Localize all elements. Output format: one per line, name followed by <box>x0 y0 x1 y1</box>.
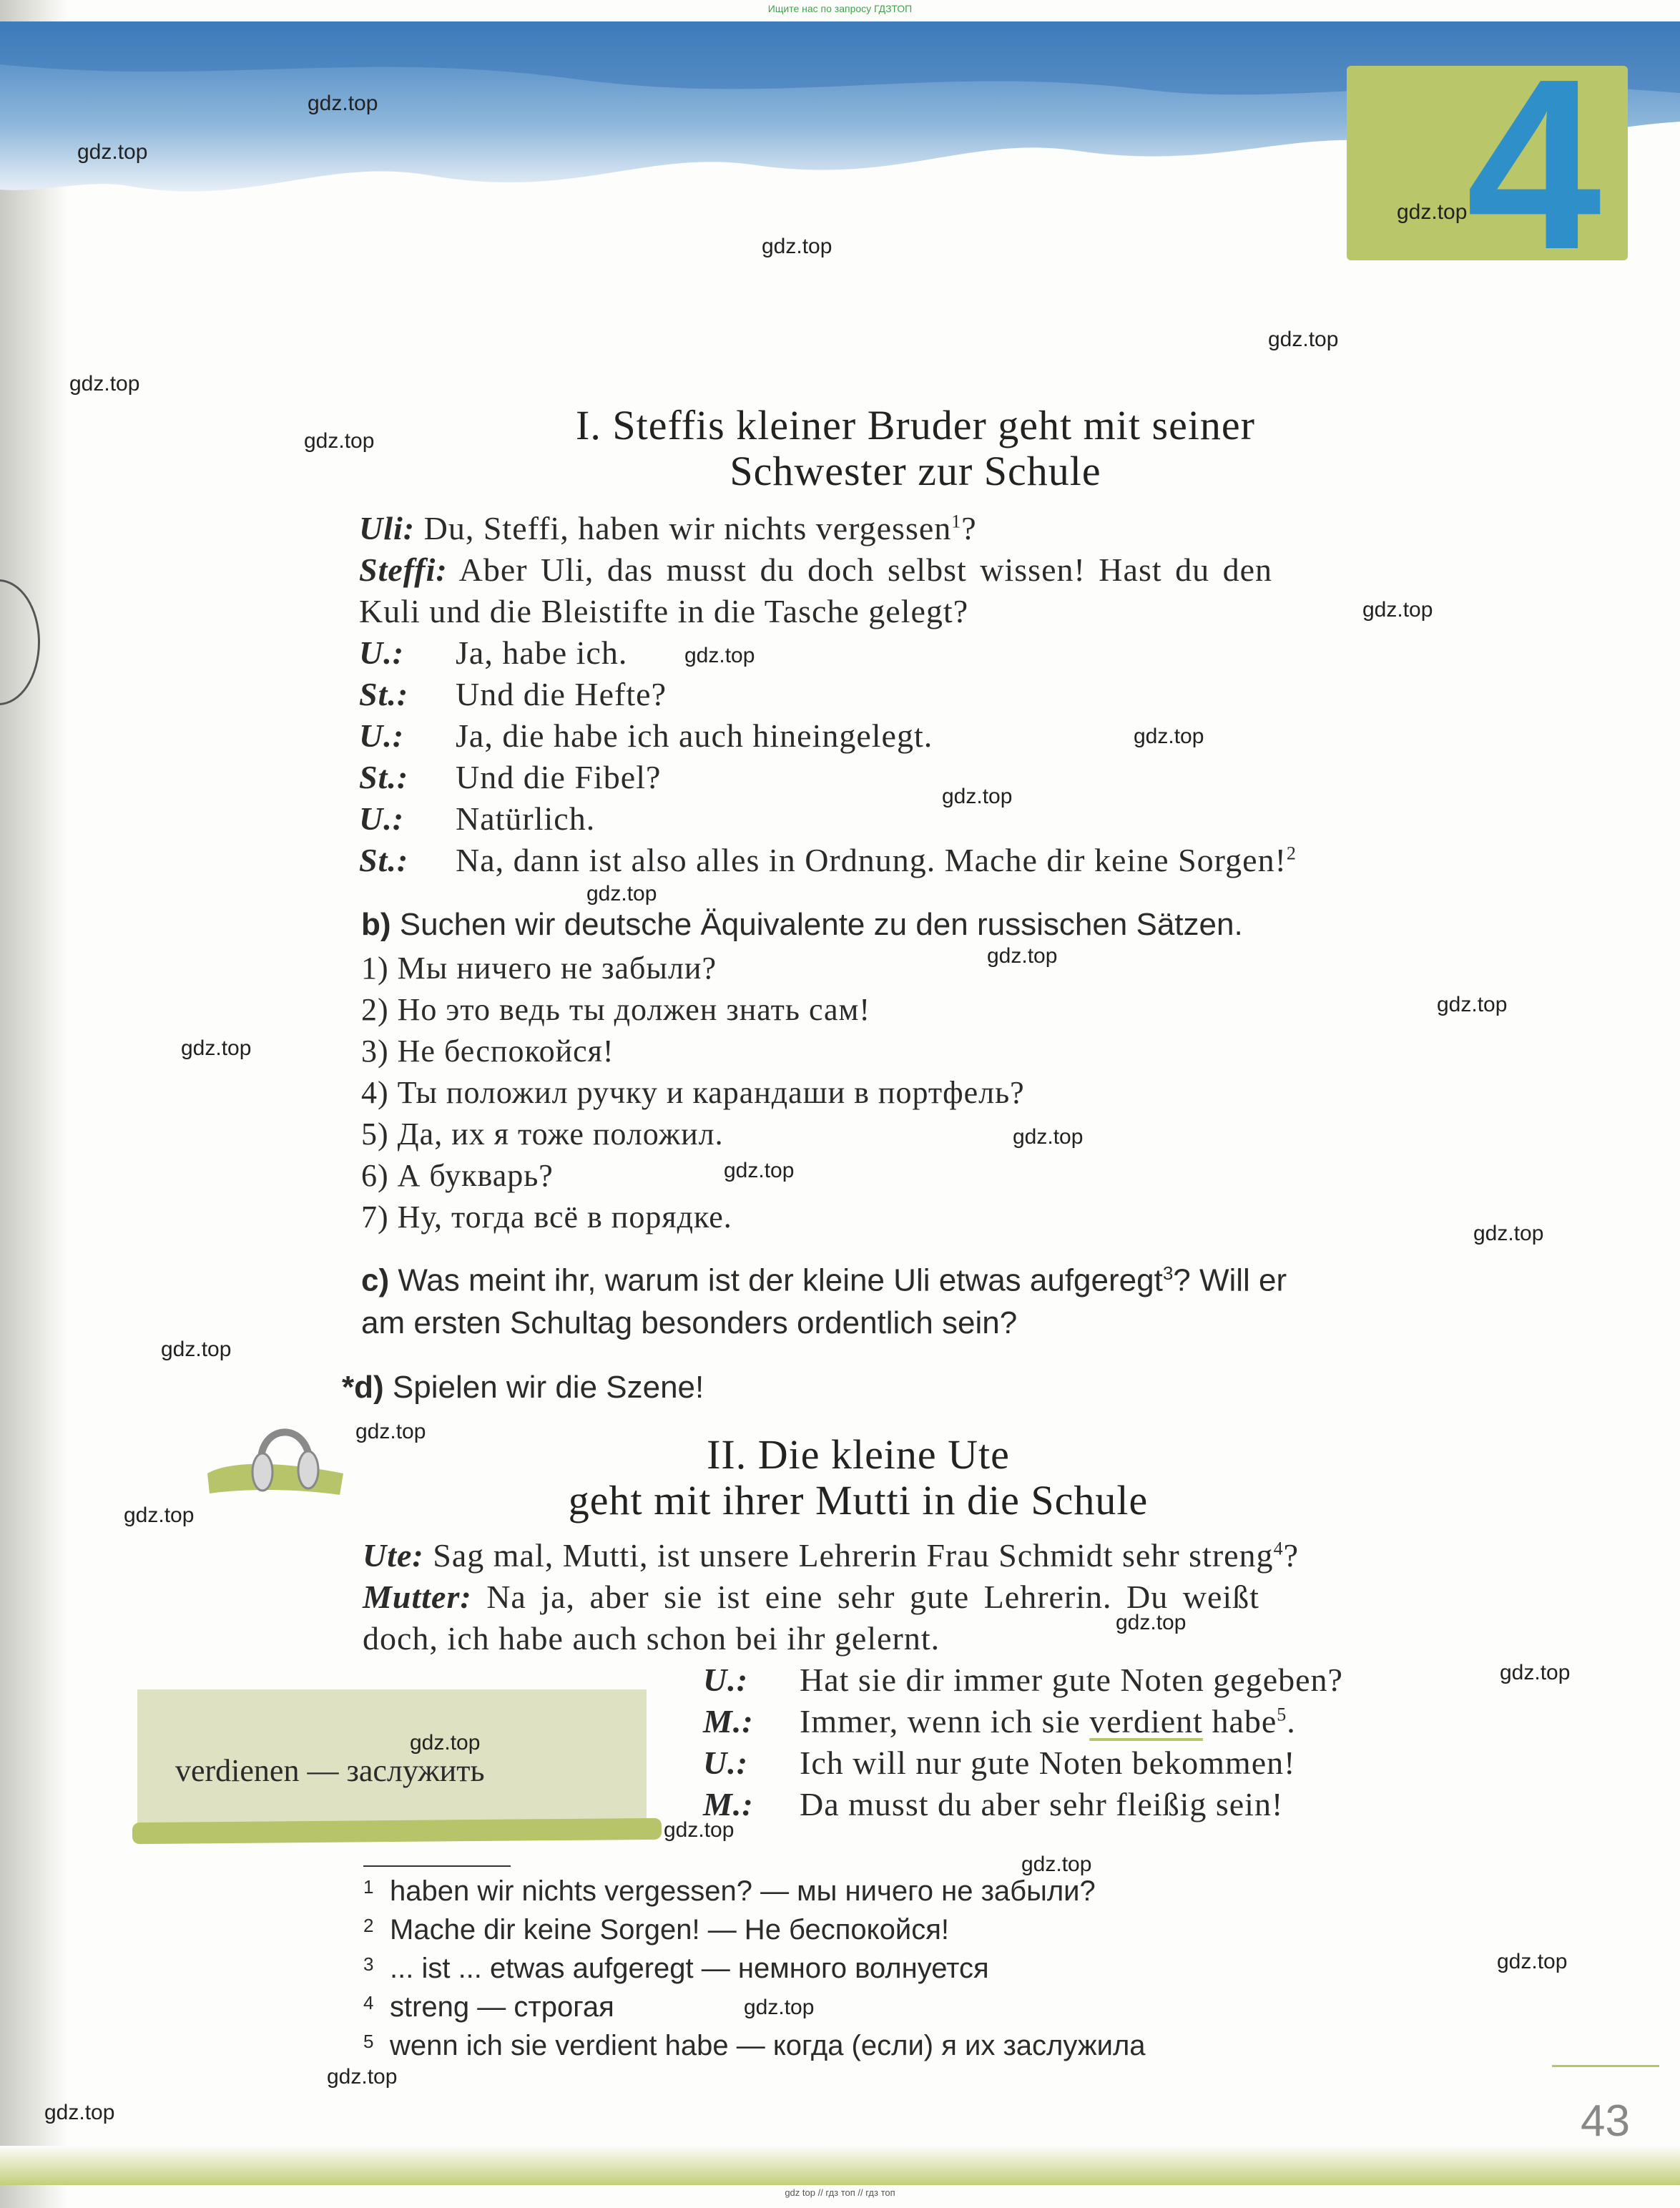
dialogue-line: doch, ich habe auch schon bei ihr gelernt. <box>363 1620 940 1657</box>
watermark: gdz.top <box>1500 1661 1571 1684</box>
speaker-label: St.: <box>359 842 409 878</box>
speaker-label: U.: <box>359 634 405 671</box>
footnote-ref: 3 <box>1162 1262 1174 1284</box>
speaker-label: St.: <box>359 676 409 712</box>
watermark: gdz.top <box>1473 1222 1544 1245</box>
task-b-item: 3) Не беспокойся! <box>361 1034 614 1069</box>
task-text: Was meint ihr, warum ist der kleine Uli etwas aufgeregt <box>398 1262 1163 1298</box>
watermark: gdz.top <box>355 1420 426 1443</box>
speaker-label: U.: <box>359 800 405 837</box>
dialogue-text: Und die Hefte? <box>456 676 667 712</box>
dialogue-text: Ja, die habe ich auch hineingelegt. <box>456 717 933 754</box>
footnote <box>363 1991 614 2023</box>
section2-title-line2: geht mit ihrer Mutti in die Schule <box>568 1477 1149 1523</box>
task-label: *d) <box>342 1370 384 1405</box>
task-b-item: 6) А букварь? <box>361 1158 554 1193</box>
watermark: gdz.top <box>724 1159 795 1182</box>
task-b-item: 7) Ну, тогда всё в порядке. <box>361 1199 732 1235</box>
watermark: gdz.top <box>664 1818 735 1842</box>
speaker-label: M.: <box>703 1703 754 1740</box>
task-c-line2: am ersten Schultag besonders ordentlich sein? <box>361 1305 1018 1340</box>
watermark: gdz.top <box>1497 1950 1568 1973</box>
footnote-ref: 5 <box>1277 1704 1287 1725</box>
speaker-label: Uli: <box>359 510 416 546</box>
footnote-text: ... ist ... etwas aufgeregt — немного волнуется <box>390 1953 989 1984</box>
dialogue-text: Sag mal, Mutti, ist unsere Lehrerin Frau Schmidt sehr streng <box>433 1537 1274 1574</box>
footnote-number: 3 <box>363 1953 374 1975</box>
dialogue-text: habe <box>1202 1703 1277 1740</box>
footnote-number: 4 <box>363 1992 374 2013</box>
task-b-item: 2) Но это ведь ты должен знать сам! <box>361 992 871 1027</box>
watermark: gdz.top <box>1134 725 1204 748</box>
dialogue-text: Na ja, aber sie ist eine sehr gute Lehrerin. Du weißt <box>486 1579 1259 1615</box>
dialogue-line <box>359 675 667 713</box>
dialogue-line <box>359 634 627 672</box>
dialogue-line <box>703 1661 1343 1699</box>
watermark: gdz.top <box>1437 993 1508 1016</box>
dialogue-line <box>359 800 595 838</box>
footnote-text: streng — строгая <box>390 1991 614 2023</box>
task-b-item: 5) Да, их я тоже положил. <box>361 1117 724 1152</box>
speaker-label: M.: <box>703 1786 754 1822</box>
task-text: Spielen wir die Szene! <box>392 1370 704 1405</box>
watermark: gdz.top <box>586 882 657 906</box>
footnote-ref: 1 <box>951 511 962 532</box>
footnote-ref: 2 <box>1286 843 1297 864</box>
dialogue-line <box>703 1702 1296 1740</box>
task-d <box>342 1370 704 1405</box>
dialogue-text: Ich will nur gute Noten bekommen! <box>800 1745 1296 1781</box>
speaker-label: Ute: <box>363 1537 424 1574</box>
footnote-number: 5 <box>363 2031 374 2052</box>
footnote-divider <box>363 1865 511 1867</box>
footnote <box>363 1875 1096 1908</box>
dialogue-line <box>703 1744 1295 1782</box>
watermark: gdz.top <box>77 140 148 164</box>
dialogue-text: Kuli und die Bleistifte in die Tasche gelegt? <box>359 593 969 629</box>
footnote <box>363 1953 989 1985</box>
dialogue-line <box>359 509 977 547</box>
dialogue-tail: ? <box>961 510 977 546</box>
footnote <box>363 2030 1146 2062</box>
watermark: gdz.top <box>1362 598 1433 622</box>
footnote-text: wenn ich sie verdient habe — когда (если) я их заслужила <box>390 2030 1146 2061</box>
vocabulary-entry: verdienen — заслужить <box>175 1753 485 1788</box>
task-c-line1 <box>361 1262 1287 1299</box>
page-number-rule <box>1552 2065 1659 2067</box>
task-b-instruction <box>361 907 1243 943</box>
book-spine-shadow <box>0 0 68 2208</box>
dialogue-text: Ja, habe ich. <box>456 634 628 671</box>
chapter-number: 4 <box>1466 29 1602 300</box>
watermark: gdz.top <box>1268 328 1339 351</box>
page-number: 43 <box>1581 2096 1630 2146</box>
watermark: gdz.top <box>44 2101 115 2124</box>
speaker-label: U.: <box>703 1745 749 1781</box>
watermark: gdz.top <box>942 785 1013 808</box>
task-b-item: 4) Ты положил ручку и карандаши в портфель? <box>361 1075 1025 1110</box>
vocab-highlight: verdient <box>1089 1703 1203 1740</box>
footnote-ref: 4 <box>1273 1538 1284 1559</box>
headphones-icon <box>204 1409 347 1502</box>
watermark: gdz.top <box>410 1731 481 1755</box>
dialogue-tail: ? <box>1283 1537 1299 1574</box>
footnote <box>363 1914 949 1946</box>
footnote-number: 2 <box>363 1915 374 1936</box>
dialogue-line <box>359 551 1272 589</box>
watermark: gdz.top <box>69 372 140 396</box>
watermark: gdz.top <box>327 2065 398 2089</box>
watermark: gdz.top <box>304 429 375 453</box>
dialogue-line <box>703 1785 1283 1823</box>
dialogue-line <box>359 592 968 630</box>
watermark: gdz.top <box>1397 200 1468 224</box>
watermark: gdz.top <box>762 235 832 258</box>
section2-title-line1: II. Die kleine Ute <box>707 1431 1010 1478</box>
dialogue-tail: . <box>1287 1703 1296 1740</box>
vocabulary-brush-stroke <box>132 1818 662 1844</box>
dialogue-line <box>359 717 933 755</box>
watermark: gdz.top <box>744 1996 815 2019</box>
bottom-green-band <box>0 2146 1680 2185</box>
section1-title-line2: Schwester zur Schule <box>730 448 1101 494</box>
dialogue-line <box>359 841 1297 879</box>
task-text-tail: ? Will er <box>1173 1262 1287 1298</box>
dialogue-text: Immer, wenn ich sie <box>800 1703 1090 1740</box>
footnote-text: haben wir nichts vergessen? — мы ничего не забыли? <box>390 1875 1096 1907</box>
speaker-label: U.: <box>359 717 405 754</box>
dialogue-text: Da musst du aber sehr fleißig sein! <box>800 1786 1284 1822</box>
watermark: gdz.top <box>308 92 378 115</box>
footnote-number: 1 <box>363 1876 374 1898</box>
watermark: gdz.top <box>1021 1853 1092 1876</box>
task-text: Suchen wir deutsche Äquivalente zu den russischen Sätzen. <box>399 907 1243 942</box>
watermark: gdz.top <box>124 1503 195 1527</box>
watermark: gdz.top <box>181 1036 252 1060</box>
dialogue-text: Natürlich. <box>456 800 596 837</box>
watermark: gdz.top <box>1013 1125 1084 1149</box>
section1-title-line1: I. Steffis kleiner Bruder geht mit seiner <box>576 402 1255 448</box>
footnote-text: Mache dir keine Sorgen! — Не беспокойся! <box>390 1914 949 1946</box>
dialogue-text: Und die Fibel? <box>456 759 662 795</box>
top-search-link[interactable]: Ищите нас по запросу ГДЗТОП <box>767 3 913 14</box>
task-label: c) <box>361 1262 390 1298</box>
speaker-label: Mutter: <box>363 1579 472 1615</box>
dialogue-text: Hat sie dir immer gute Noten gegeben? <box>800 1662 1343 1698</box>
dialogue-text: Na, dann ist also alles in Ordnung. Mache dir keine Sorgen! <box>456 842 1287 878</box>
bottom-search-link[interactable]: gdz top // гдз топ // гдз топ <box>785 2187 895 2198</box>
watermark: gdz.top <box>987 944 1058 968</box>
task-label: b) <box>361 907 391 942</box>
speaker-label: St.: <box>359 759 409 795</box>
dialogue-text: Aber Uli, das musst du doch selbst wissen! Hast du den <box>458 551 1273 588</box>
dialogue-line <box>363 1536 1299 1574</box>
dialogue-line <box>359 758 661 796</box>
speaker-label: Steffi: <box>359 551 448 588</box>
watermark: gdz.top <box>684 644 755 667</box>
dialogue-text: Du, Steffi, haben wir nichts vergessen <box>423 510 952 546</box>
watermark: gdz.top <box>161 1338 232 1361</box>
task-b-item: 1) Мы ничего не забыли? <box>361 951 717 986</box>
watermark: gdz.top <box>1116 1611 1187 1634</box>
speaker-label: U.: <box>703 1662 749 1698</box>
